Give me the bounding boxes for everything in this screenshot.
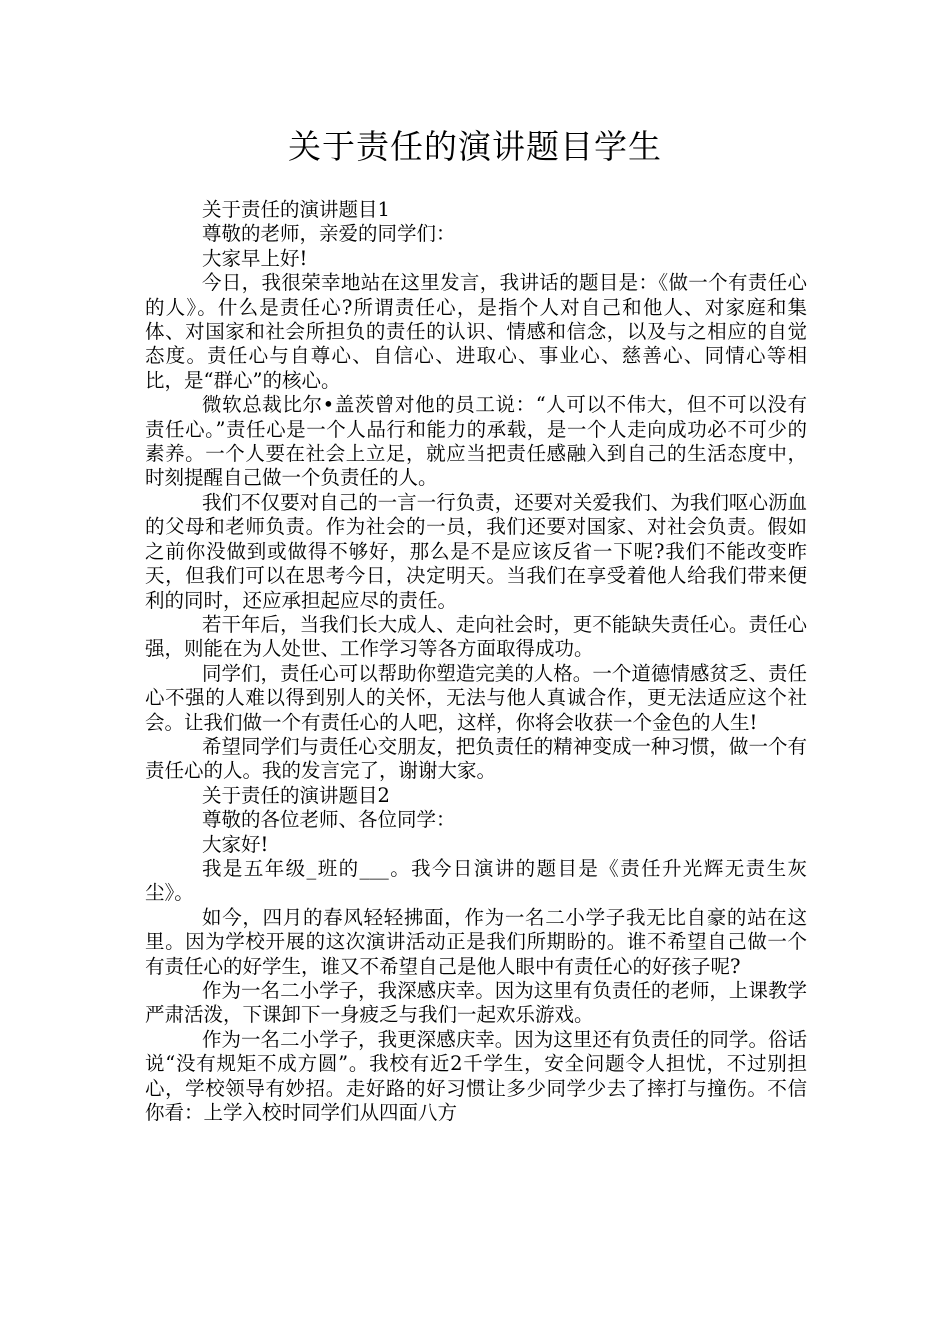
paragraph: 我们不仅要对自己的一言一行负责，还要对关爱我们、为我们呕心沥血的父母和老师负责。作为社会的一员，我们还要对国家、对社会负责。假如之前你没做到或做得不够好，那么是不是应该反省一下呢?我们不能改变昨天，但我们可以在思考今日，决定明天。当我们在享受着他人给我们带来便利的同时，还应承担起应尽的责任。 [145, 490, 807, 612]
paragraph: 同学们，责任心可以帮助你塑造完美的人格。一个道德情感贫乏、责任心不强的人难以得到别人的关怀，无法与他人真诚合作，更无法适应这个社会。让我们做一个有责任心的人吧，这样，你将会收获一个金色的人生! [145, 661, 807, 734]
paragraph-greeting-1: 大家早上好! [202, 246, 308, 270]
paragraph: 作为一名二小学子，我更深感庆幸。因为这里还有负责任的同学。俗话说“没有规矩不成方圆”。我校有近2千学生，安全问题令人担忧，不过别担心，学校领导有妙招。走好路的好习惯让多少同学少去了摔打与撞伤。不信你看：上学入校时同学们从四面八方 [145, 1027, 807, 1125]
paragraph: 作为一名二小学子，我深感庆幸。因为这里有负责任的老师，上课教学严肃活泼，下课卸下一身疲乏与我们一起欢乐游戏。 [145, 979, 807, 1027]
paragraph-heading-2: 关于责任的演讲题目2 [202, 783, 390, 807]
paragraph: 希望同学们与责任心交朋友，把负责任的精神变成一种习惯，做一个有责任心的人。我的发言完了，谢谢大家。 [145, 734, 807, 783]
paragraph-heading-1: 关于责任的演讲题目1 [202, 198, 390, 221]
paragraph: 今日，我很荣幸地站在这里发言，我讲话的题目是：《做一个有责任心的人》。什么是责任心?所谓责任心，是指个人对自己和他人、对家庭和集体、对国家和社会所担负的责任的认识、情感和信念，以及与之相应的自觉态度。责任心与自尊心、自信心、进取心、事业心、慈善心、同情心等相比，是“群心”的核心。 [145, 271, 807, 392]
paragraph: 若干年后，当我们长大成人、走向社会时，更不能缺失责任心。责任心强，则能在为人处世、工作学习等各方面取得成功。 [145, 612, 807, 661]
paragraph-salutation-2: 尊敬的各位老师、各位同学： [202, 808, 456, 832]
paragraph: 微软总裁比尔•盖茨曾对他的员工说：“人可以不伟大，但不可以没有责任心。”责任心是一个人品行和能力的承载，是一个人走向成功必不可少的素养。一个人要在社会上立足，就应当把责任感融入到自己的生活态度中，时刻提醒自己做一个负责任的人。 [145, 393, 807, 490]
paragraph: 我是五年级_班的___。我今日演讲的题目是《责任升光辉无责生灰尘》。 [145, 856, 807, 905]
paragraph-salutation-1: 尊敬的老师，亲爱的同学们： [202, 222, 456, 246]
paragraph-greeting-2: 大家好! [202, 832, 269, 856]
document-body [145, 198, 807, 1125]
paragraph: 如今，四月的春风轻轻拂面，作为一名二小学子我无比自豪的站在这里。因为学校开展的这次演讲活动正是我们所期盼的。谁不希望自己做一个有责任心的好学生，谁又不希望自己是他人眼中有责任心的好孩子呢? [145, 905, 807, 978]
document-title: 关于责任的演讲题目学生 [288, 127, 662, 166]
